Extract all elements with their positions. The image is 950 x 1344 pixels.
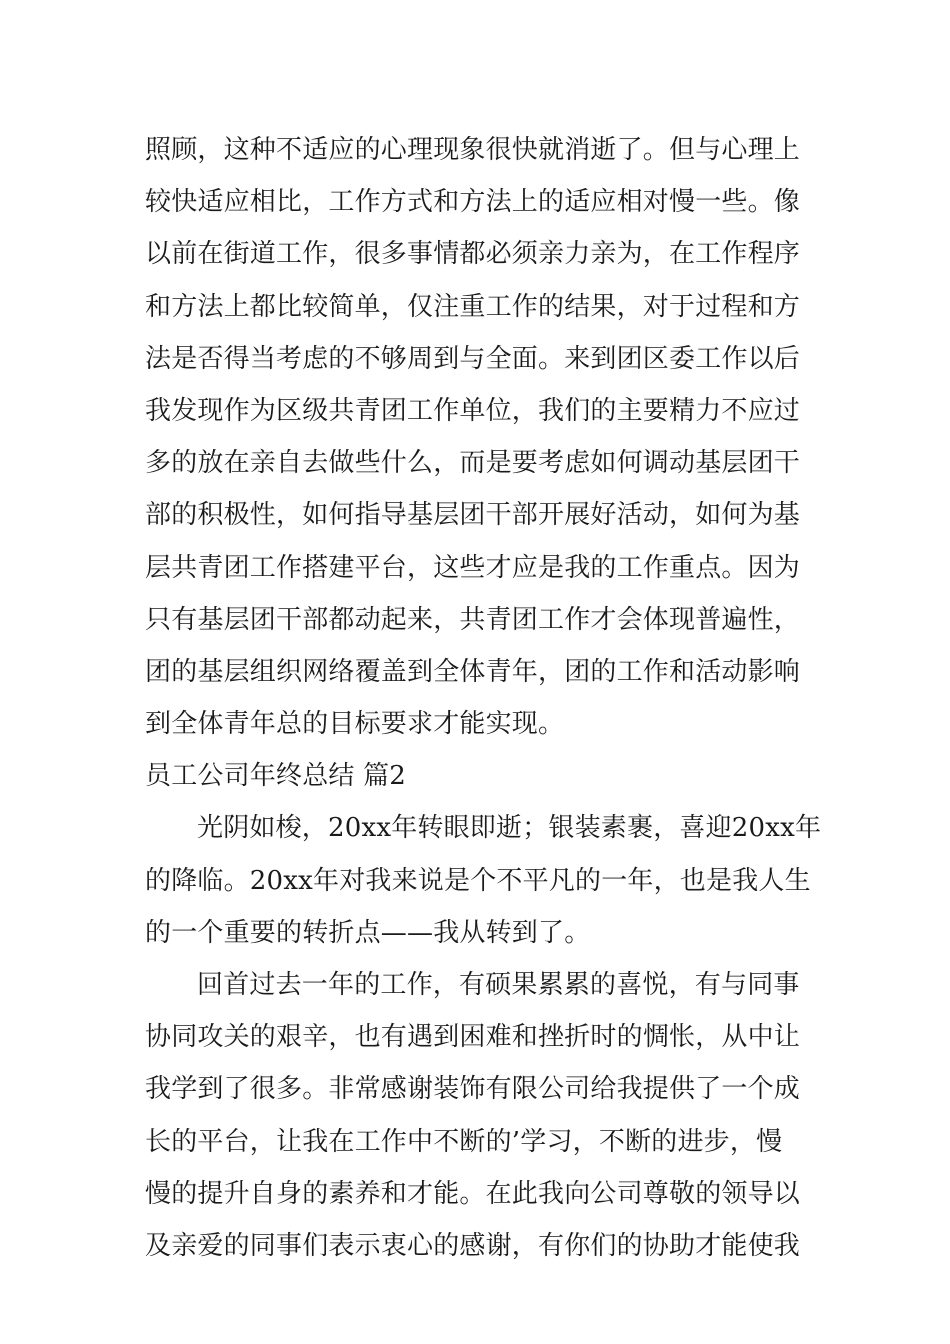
text-line: 慢的提升自身的素养和才能。在此我向公司尊敬的领导以: [145, 1178, 801, 1209]
text-line: 回首过去一年的工作，有硕果累累的喜悦，有与同事: [197, 970, 800, 1000]
text-line: 层共青团工作搭建平台，这些才应是我的工作重点。因为: [145, 552, 801, 583]
text-line: 团的基层组织网络覆盖到全体青年，团的工作和活动影响: [145, 656, 801, 687]
text-line: 部的积极性，如何指导基层团干部开展好活动，如何为基: [145, 500, 801, 531]
text-line: 多的放在亲自去做些什么，而是要考虑如何调动基层团干: [145, 448, 801, 479]
text-line: 光阴如梭，20xx年转眼即逝；银装素裹，喜迎20xx年: [197, 813, 822, 844]
paragraph-1: [145, 124, 810, 750]
section-heading: 员工公司年终总结 篇2: [145, 761, 407, 792]
text-line: 我发现作为区级共青团工作单位，我们的主要精力不应过: [145, 395, 801, 426]
text-line: 到全体青年总的目标要求才能实现。: [145, 709, 565, 740]
paragraph-3: [145, 959, 810, 1272]
text-line: 协同攻关的艰辛，也有遇到困难和挫折时的惆怅，从中让: [145, 1022, 801, 1053]
text-line: 长的平台，让我在工作中不断的’学习，不断的进步，慢: [145, 1126, 783, 1157]
document-page: [145, 124, 822, 1272]
text-line: 照顾，这种不适应的心理现象很快就消逝了。但与心理上: [145, 135, 801, 165]
text-line: 和方法上都比较简单，仅注重工作的结果，对于过程和方: [145, 291, 801, 322]
text-line: 的降临。20xx年对我来说是个不平凡的一年，也是我人生: [145, 865, 811, 896]
text-line: 我学到了很多。非常感谢装饰有限公司给我提供了一个成: [145, 1074, 801, 1105]
text-line: 只有基层团干部都动起来，共青团工作才会体现普遍性，: [145, 604, 801, 635]
paragraph-2: [145, 802, 822, 959]
text-line: 法是否得当考虑的不够周到与全面。来到团区委工作以后: [145, 343, 801, 374]
text-line: 的一个重要的转折点——我从转到了。: [145, 917, 591, 948]
text-line: 及亲爱的同事们表示衷心的感谢，有你们的协助才能使我: [145, 1230, 801, 1261]
text-line: 以前在街道工作，很多事情都必须亲力亲为，在工作程序: [145, 239, 801, 270]
text-line: 较快适应相比，工作方式和方法上的适应相对慢一些。像: [145, 187, 801, 218]
